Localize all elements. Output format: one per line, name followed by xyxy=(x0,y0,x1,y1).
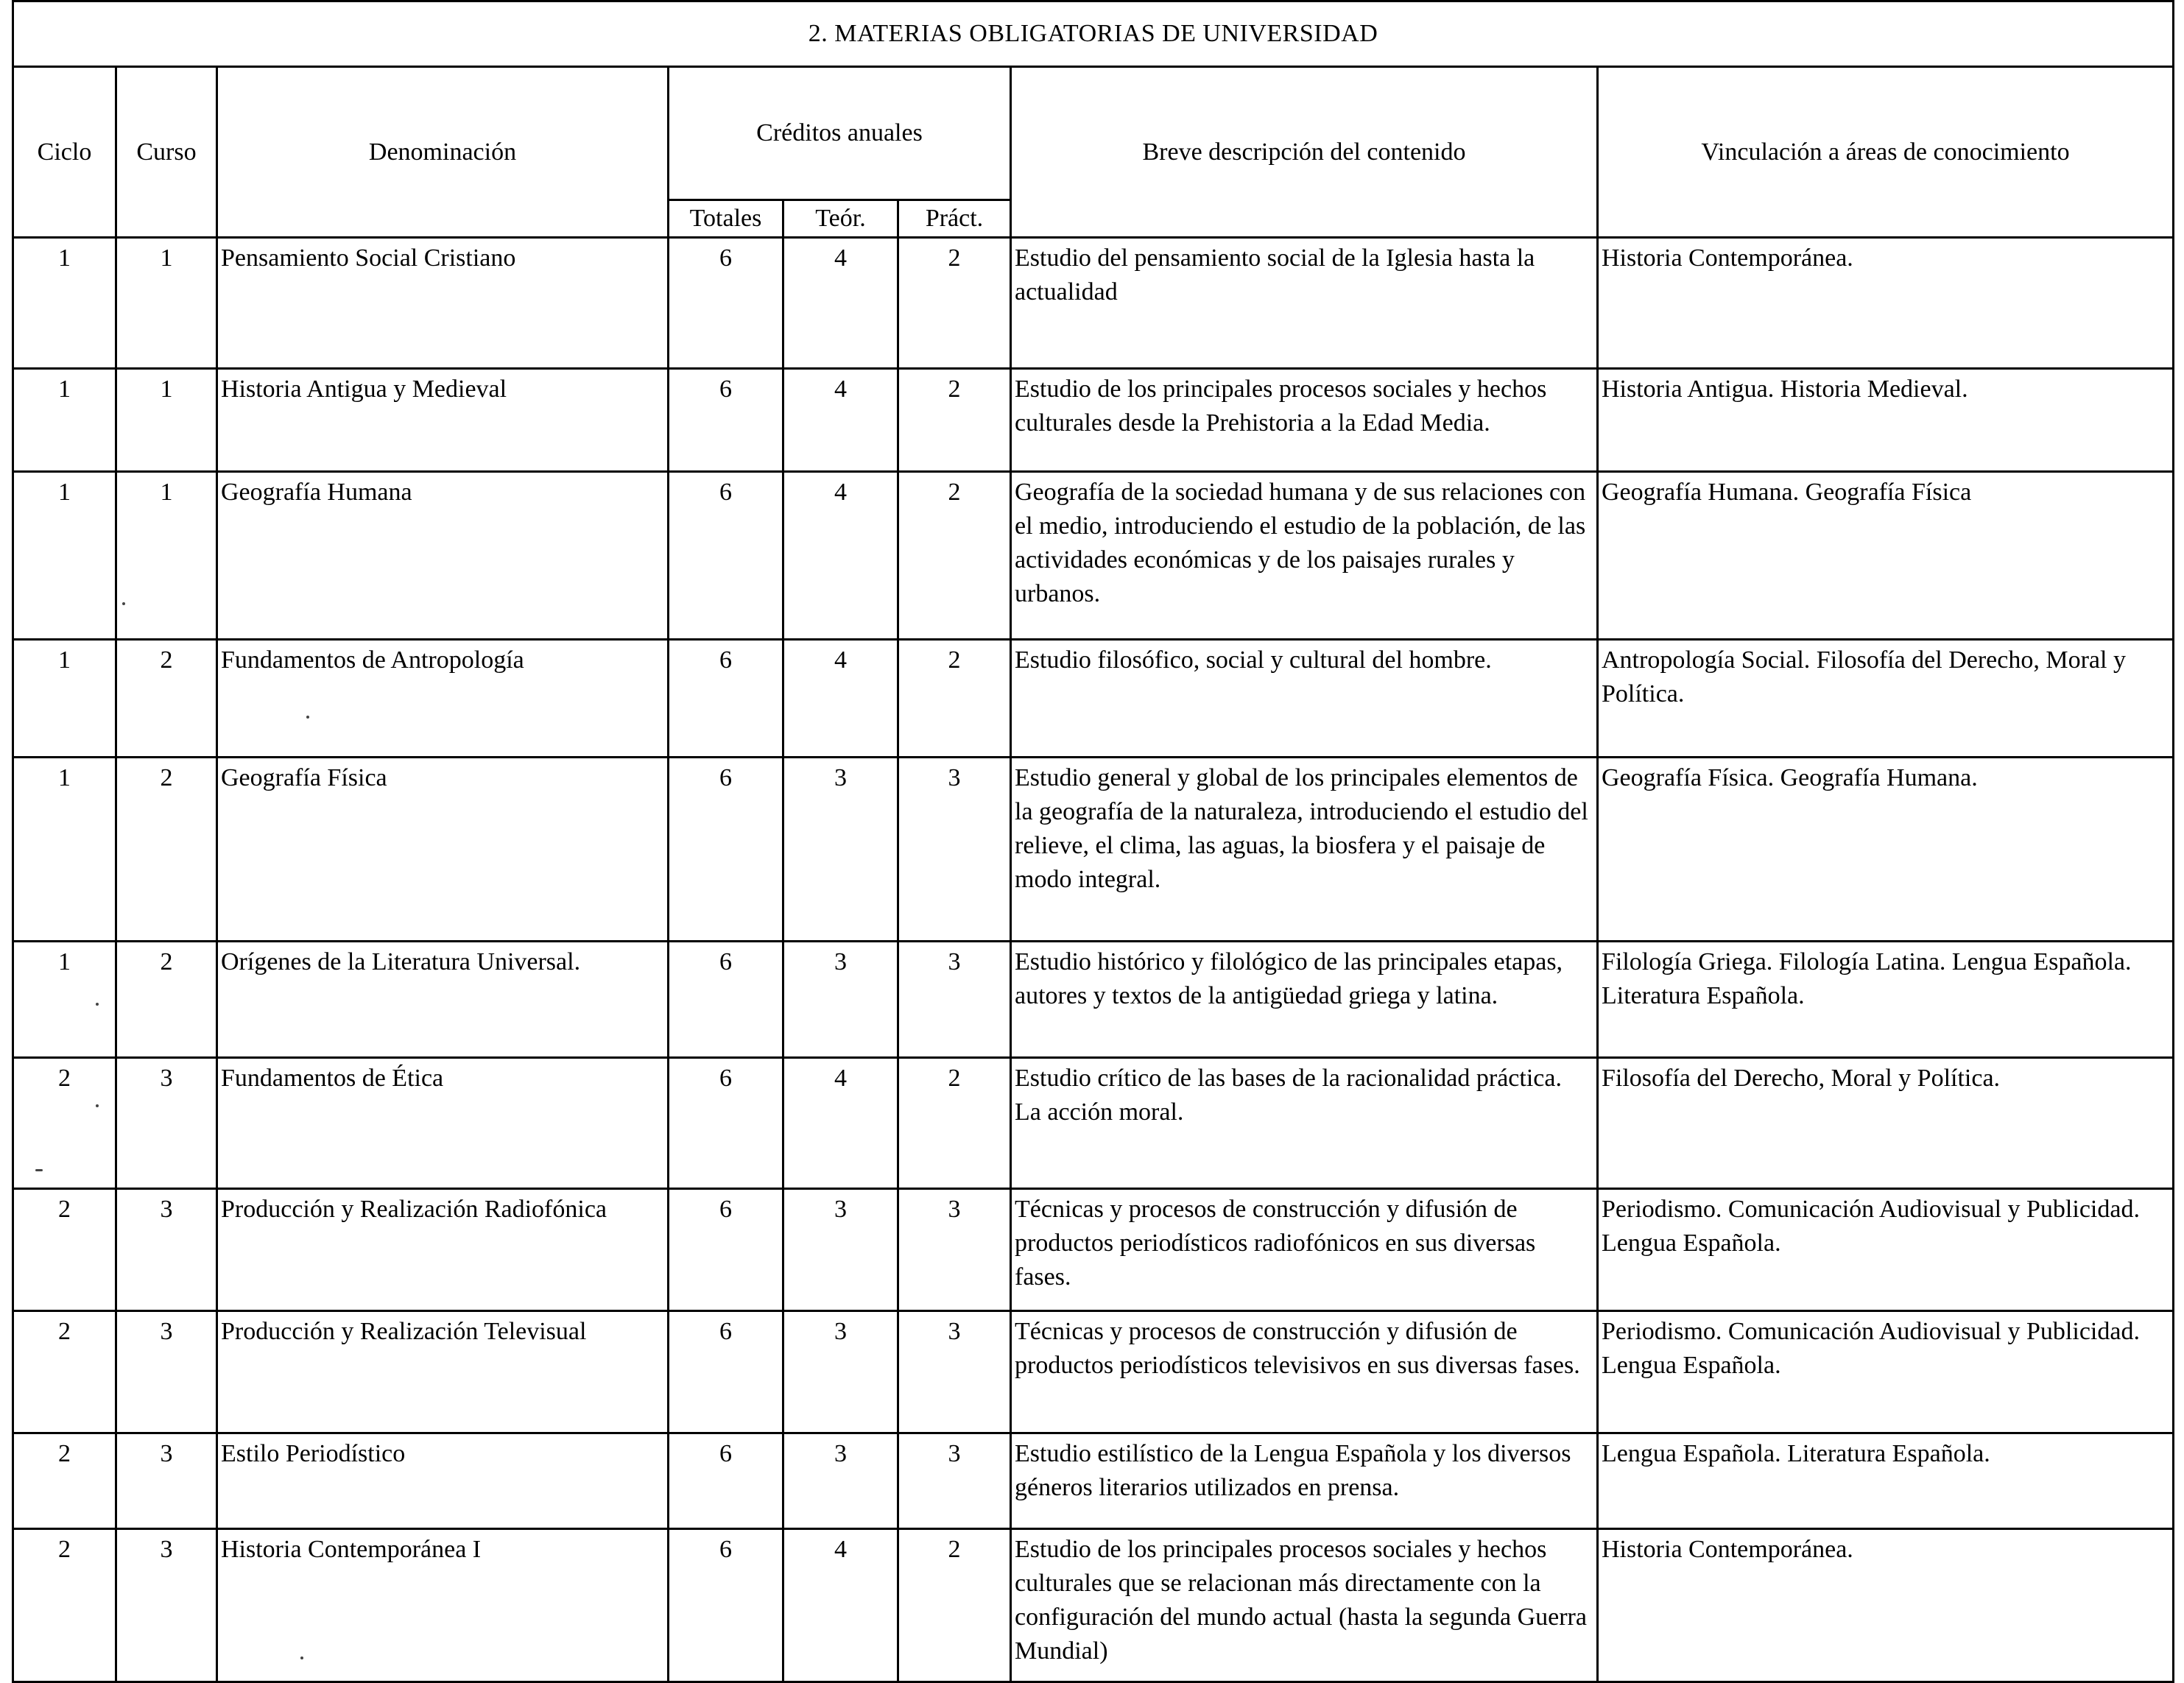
cell-ciclo: 2 xyxy=(13,1529,116,1682)
table-row xyxy=(13,1529,2174,1682)
cell-curso: 1 xyxy=(116,369,217,472)
cell-ciclo: 2 xyxy=(13,1058,116,1189)
cell-descripcion: Estudio general y global de los principales elementos de la geografía de la naturaleza, introduciendo el estudio del relieve, el clima, las aguas, la biosfera y el paisaje de modo integral. xyxy=(1011,758,1598,942)
cell-curso: 3 xyxy=(116,1433,217,1529)
table-row xyxy=(13,369,2174,472)
scan-speck xyxy=(306,716,309,719)
table-row xyxy=(13,472,2174,640)
cell-teor: 3 xyxy=(783,758,898,942)
cell-denominacion: Historia Antigua y Medieval xyxy=(217,369,669,472)
cell-descripcion: Técnicas y procesos de construcción y difusión de productos periodísticos radiofónicos en sus diversas fases. xyxy=(1011,1189,1598,1311)
cell-vinculacion: Historia Antigua. Historia Medieval. xyxy=(1598,369,2174,472)
header-creditos: Créditos anuales xyxy=(669,67,1011,200)
cell-descripcion: Geografía de la sociedad humana y de sus relaciones con el medio, introduciendo el estudio de la población, de las actividades económicas y de los paisajes rurales y urbanos. xyxy=(1011,472,1598,640)
cell-ciclo: 1 xyxy=(13,758,116,942)
table-title: 2. MATERIAS OBLIGATORIAS DE UNIVERSIDAD xyxy=(13,1,2174,67)
cell-totales: 6 xyxy=(669,640,783,758)
cell-pract: 3 xyxy=(898,1311,1011,1433)
cell-totales: 6 xyxy=(669,1189,783,1311)
cell-pract: 2 xyxy=(898,1058,1011,1189)
cell-teor: 3 xyxy=(783,942,898,1058)
cell-denominacion: Pensamiento Social Cristiano xyxy=(217,238,669,369)
cell-teor: 4 xyxy=(783,1058,898,1189)
cell-descripcion: Estudio histórico y filológico de las principales etapas, autores y textos de la antigüedad griega y latina. xyxy=(1011,942,1598,1058)
cell-totales: 6 xyxy=(669,238,783,369)
header-descripcion: Breve descripción del contenido xyxy=(1011,67,1598,238)
cell-totales: 6 xyxy=(669,758,783,942)
header-vinculacion: Vinculación a áreas de conocimiento xyxy=(1598,67,2174,238)
cell-curso: 3 xyxy=(116,1058,217,1189)
cell-vinculacion: Filosofía del Derecho, Moral y Política. xyxy=(1598,1058,2174,1189)
table-row xyxy=(13,942,2174,1058)
cell-pract: 3 xyxy=(898,1433,1011,1529)
cell-curso: 2 xyxy=(116,942,217,1058)
cell-totales: 6 xyxy=(669,1058,783,1189)
header-teor: Teór. xyxy=(783,200,898,238)
table-row xyxy=(13,1058,2174,1189)
cell-denominacion: Fundamentos de Antropología xyxy=(217,640,669,758)
cell-pract: 3 xyxy=(898,758,1011,942)
cell-curso: 2 xyxy=(116,640,217,758)
cell-descripcion: Técnicas y procesos de construcción y difusión de productos periodísticos televisivos en sus diversas fases. xyxy=(1011,1311,1598,1433)
cell-pract: 2 xyxy=(898,472,1011,640)
cell-pract: 3 xyxy=(898,942,1011,1058)
cell-pract: 2 xyxy=(898,369,1011,472)
cell-teor: 3 xyxy=(783,1189,898,1311)
cell-denominacion: Geografía Humana xyxy=(217,472,669,640)
header-ciclo: Ciclo xyxy=(13,67,116,238)
scan-speck xyxy=(96,1104,99,1107)
cell-curso: 1 xyxy=(116,238,217,369)
cell-descripcion: Estudio crítico de las bases de la racionalidad práctica. La acción moral. xyxy=(1011,1058,1598,1189)
table-row xyxy=(13,238,2174,369)
scan-speck xyxy=(96,1003,99,1006)
cell-vinculacion: Geografía Física. Geografía Humana. xyxy=(1598,758,2174,942)
scan-speck xyxy=(122,602,125,605)
cell-ciclo: 2 xyxy=(13,1311,116,1433)
header-curso: Curso xyxy=(116,67,217,238)
cell-denominacion: Orígenes de la Literatura Universal. xyxy=(217,942,669,1058)
document-page xyxy=(12,0,2172,1676)
table-row xyxy=(13,640,2174,758)
cell-ciclo: 1 xyxy=(13,369,116,472)
cell-descripcion: Estudio de los principales procesos sociales y hechos culturales que se relacionan más directamente con la configuración del mundo actual (hasta la segunda Guerra Mundial) xyxy=(1011,1529,1598,1682)
cell-pract: 2 xyxy=(898,1529,1011,1682)
cell-totales: 6 xyxy=(669,1529,783,1682)
cell-totales: 6 xyxy=(669,1433,783,1529)
scan-speck xyxy=(35,1169,43,1171)
cell-pract: 3 xyxy=(898,1189,1011,1311)
cell-denominacion: Producción y Realización Televisual xyxy=(217,1311,669,1433)
cell-descripcion: Estudio de los principales procesos sociales y hechos culturales desde la Prehistoria a la Edad Media. xyxy=(1011,369,1598,472)
cell-totales: 6 xyxy=(669,942,783,1058)
cell-ciclo: 1 xyxy=(13,238,116,369)
cell-ciclo: 1 xyxy=(13,472,116,640)
cell-pract: 2 xyxy=(898,238,1011,369)
cell-teor: 4 xyxy=(783,238,898,369)
subjects-table xyxy=(12,0,2174,1683)
cell-totales: 6 xyxy=(669,472,783,640)
cell-descripcion: Estudio del pensamiento social de la Iglesia hasta la actualidad xyxy=(1011,238,1598,369)
cell-ciclo: 1 xyxy=(13,640,116,758)
table-row xyxy=(13,1311,2174,1433)
cell-curso: 3 xyxy=(116,1189,217,1311)
cell-vinculacion: Periodismo. Comunicación Audiovisual y Publicidad. Lengua Española. xyxy=(1598,1189,2174,1311)
scan-speck xyxy=(300,1656,303,1659)
cell-teor: 4 xyxy=(783,369,898,472)
cell-vinculacion: Periodismo. Comunicación Audiovisual y Publicidad. Lengua Española. xyxy=(1598,1311,2174,1433)
cell-denominacion: Fundamentos de Ética xyxy=(217,1058,669,1189)
header-totales: Totales xyxy=(669,200,783,238)
cell-vinculacion: Historia Contemporánea. xyxy=(1598,1529,2174,1682)
cell-vinculacion: Antropología Social. Filosofía del Derecho, Moral y Política. xyxy=(1598,640,2174,758)
cell-ciclo: 1 xyxy=(13,942,116,1058)
cell-curso: 2 xyxy=(116,758,217,942)
cell-vinculacion: Geografía Humana. Geografía Física xyxy=(1598,472,2174,640)
cell-pract: 2 xyxy=(898,640,1011,758)
cell-vinculacion: Historia Contemporánea. xyxy=(1598,238,2174,369)
table-row xyxy=(13,758,2174,942)
cell-descripcion: Estudio filosófico, social y cultural del hombre. xyxy=(1011,640,1598,758)
title-row xyxy=(13,1,2174,67)
table-row xyxy=(13,1433,2174,1529)
cell-totales: 6 xyxy=(669,369,783,472)
cell-denominacion: Historia Contemporánea I xyxy=(217,1529,669,1682)
table-row xyxy=(13,1189,2174,1311)
cell-ciclo: 2 xyxy=(13,1189,116,1311)
cell-curso: 3 xyxy=(116,1311,217,1433)
cell-teor: 3 xyxy=(783,1311,898,1433)
cell-curso: 3 xyxy=(116,1529,217,1682)
cell-ciclo: 2 xyxy=(13,1433,116,1529)
header-row xyxy=(13,67,2174,200)
cell-descripcion: Estudio estilístico de la Lengua Española y los diversos géneros literarios utilizados en prensa. xyxy=(1011,1433,1598,1529)
header-denominacion: Denominación xyxy=(217,67,669,238)
cell-curso: 1 xyxy=(116,472,217,640)
header-pract: Práct. xyxy=(898,200,1011,238)
cell-teor: 4 xyxy=(783,472,898,640)
cell-totales: 6 xyxy=(669,1311,783,1433)
cell-teor: 4 xyxy=(783,640,898,758)
cell-denominacion: Estilo Periodístico xyxy=(217,1433,669,1529)
cell-teor: 4 xyxy=(783,1529,898,1682)
cell-denominacion: Producción y Realización Radiofónica xyxy=(217,1189,669,1311)
cell-teor: 3 xyxy=(783,1433,898,1529)
cell-denominacion: Geografía Física xyxy=(217,758,669,942)
cell-vinculacion: Filología Griega. Filología Latina. Lengua Española. Literatura Española. xyxy=(1598,942,2174,1058)
cell-vinculacion: Lengua Española. Literatura Española. xyxy=(1598,1433,2174,1529)
